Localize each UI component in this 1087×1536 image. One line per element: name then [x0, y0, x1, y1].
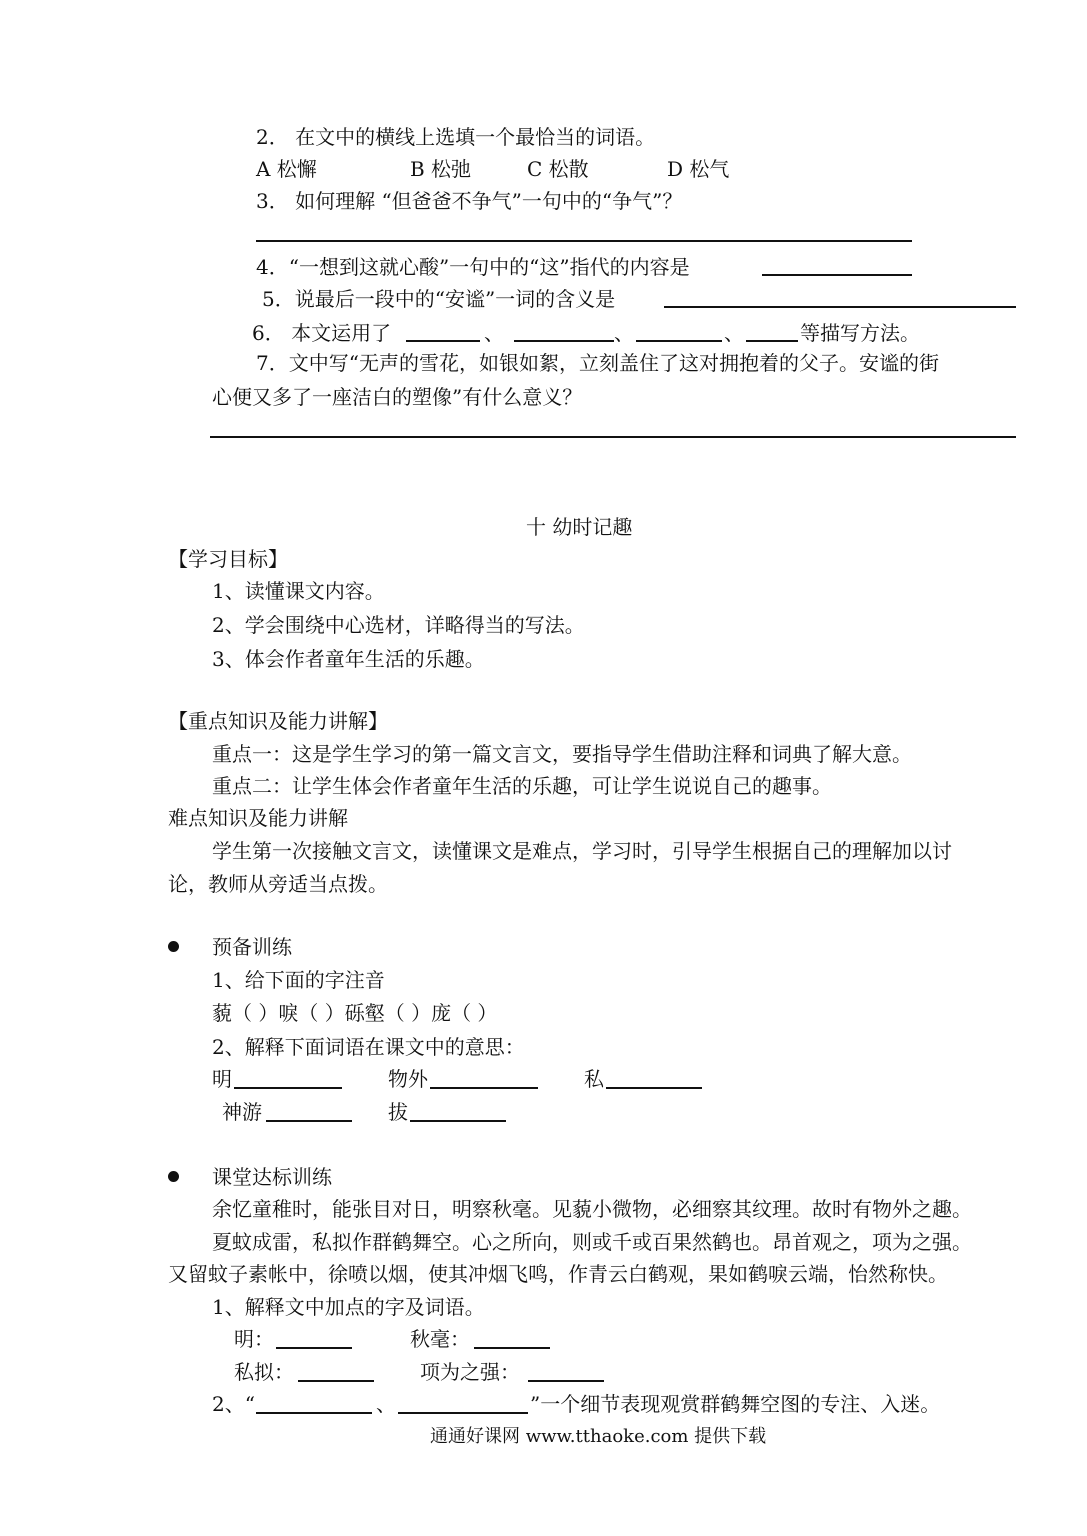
key-heading: 【重点知识及能力讲解】: [168, 709, 388, 733]
difficulty-line-2: 论，教师从旁适当点拨。: [168, 872, 388, 896]
question-6-sep1: 、: [484, 321, 504, 345]
question-6-suffix: 等描写方法。: [800, 321, 920, 345]
answer-line-detail-1[interactable]: [256, 1412, 372, 1414]
question-6-prefix: 6． 本文运用了: [252, 321, 392, 345]
page-footer: 通通好课网 www.tthaoke.com 提供下载: [430, 1426, 767, 1447]
difficulty-heading: 难点知识及能力讲解: [168, 806, 348, 830]
answer-line-ming[interactable]: [234, 1087, 342, 1089]
term-qiuhao: 秋毫：: [410, 1327, 470, 1351]
answer-line-q6-1[interactable]: [406, 340, 480, 342]
option-a: A 松懈: [256, 157, 317, 181]
question-2: 2． 在文中的横线上选填一个最恰当的词语。: [256, 125, 656, 149]
question-6-sep2: 、: [614, 321, 634, 345]
word-shenyou: 神游: [222, 1100, 262, 1124]
prep-question-1: 1、给下面的字注音: [212, 968, 385, 992]
option-d: D 松气: [667, 157, 730, 181]
classroom-question-2-suffix: ”一个细节表现观赏群鹤舞空图的专注、入迷。: [530, 1392, 941, 1416]
term-sini: 私拟：: [234, 1360, 294, 1384]
question-5: 5．说最后一段中的“安谧”一词的含义是: [262, 287, 616, 311]
answer-line-q6-4[interactable]: [746, 340, 798, 342]
goal-1: 1、读懂课文内容。: [212, 579, 385, 603]
classroom-question-2-prefix: 2、“: [212, 1392, 255, 1416]
goal-2: 2、学会围绕中心选材，详略得当的写法。: [212, 613, 585, 637]
question-7-line1: 7．文中写“无声的雪花，如银如絮，立刻盖住了这对拥抱着的父子。安谧的街: [256, 351, 939, 375]
question-3: 3． 如何理解 “但爸爸不争气”一句中的“争气”？: [256, 189, 683, 213]
answer-line-term-sini[interactable]: [298, 1380, 374, 1382]
classroom-question-1: 1、解释文中加点的字及词语。: [212, 1295, 485, 1319]
prep-question-2: 2、解释下面词语在课文中的意思：: [212, 1035, 525, 1059]
answer-line-q3[interactable]: [256, 240, 912, 242]
classroom-heading: 课堂达标训练: [212, 1165, 332, 1189]
answer-line-wuwai[interactable]: [430, 1087, 538, 1089]
word-ba: 拔: [388, 1100, 408, 1124]
answer-line-q7[interactable]: [210, 436, 1016, 438]
term-xiangweizhiqiang: 项为之强：: [420, 1360, 520, 1384]
answer-line-q4[interactable]: [762, 274, 912, 276]
answer-line-q5[interactable]: [664, 306, 1016, 308]
answer-line-detail-2[interactable]: [398, 1412, 528, 1414]
word-ming: 明: [212, 1067, 232, 1091]
question-6-sep3: 、: [724, 321, 744, 345]
answer-line-ba[interactable]: [410, 1120, 506, 1122]
question-4: 4．“一想到这就心酸”一句中的“这”指代的内容是: [256, 255, 690, 279]
answer-line-si[interactable]: [606, 1087, 702, 1089]
answer-line-term-qiuhao[interactable]: [474, 1347, 550, 1349]
difficulty-line-1: 学生第一次接触文言文，读懂课文是难点，学习时，引导学生根据自己的理解加以讨: [212, 839, 952, 863]
answer-line-q6-3[interactable]: [636, 340, 722, 342]
answer-line-term-xiangwei[interactable]: [528, 1380, 604, 1382]
classroom-question-2-sep: 、: [376, 1392, 396, 1416]
option-c: C 松散: [527, 157, 589, 181]
goals-heading: 【学习目标】: [168, 547, 288, 571]
key-point-1: 重点一：这是学生学习的第一篇文言文，要指导学生借助注释和词典了解大意。: [212, 742, 912, 766]
pinyin-items: 藐（ ）唳（ ）砾壑（ ）庞（ ）: [212, 1001, 498, 1025]
prep-heading: 预备训练: [212, 935, 292, 959]
word-si: 私: [584, 1067, 604, 1091]
question-7-line2: 心便又多了一座洁白的塑像”有什么意义？: [212, 385, 583, 409]
passage-line-2: 夏蚊成雷，私拟作群鹤舞空。心之所向，则或千或百果然鹤也。昂首观之，项为之强。: [212, 1230, 972, 1254]
passage-line-1: 余忆童稚时，能张目对日，明察秋毫。见藐小微物，必细察其纹理。故时有物外之趣。: [212, 1197, 972, 1221]
term-ming: 明：: [234, 1327, 274, 1351]
lesson-title: 十 幼时记趣: [526, 515, 633, 539]
answer-line-term-ming[interactable]: [276, 1347, 352, 1349]
bullet-icon: [168, 941, 179, 952]
word-wuwai: 物外: [388, 1067, 428, 1091]
key-point-2: 重点二：让学生体会作者童年生活的乐趣，可让学生说说自己的趣事。: [212, 774, 832, 798]
goal-3: 3、体会作者童年生活的乐趣。: [212, 647, 485, 671]
bullet-icon: [168, 1171, 179, 1182]
option-b: B 松弛: [410, 157, 472, 181]
passage-line-3: 又留蚊子素帐中，徐喷以烟，使其冲烟飞鸣，作青云白鹤观，果如鹤唳云端，怡然称快。: [168, 1262, 948, 1286]
answer-line-q6-2[interactable]: [514, 340, 614, 342]
answer-line-shenyou[interactable]: [266, 1120, 352, 1122]
